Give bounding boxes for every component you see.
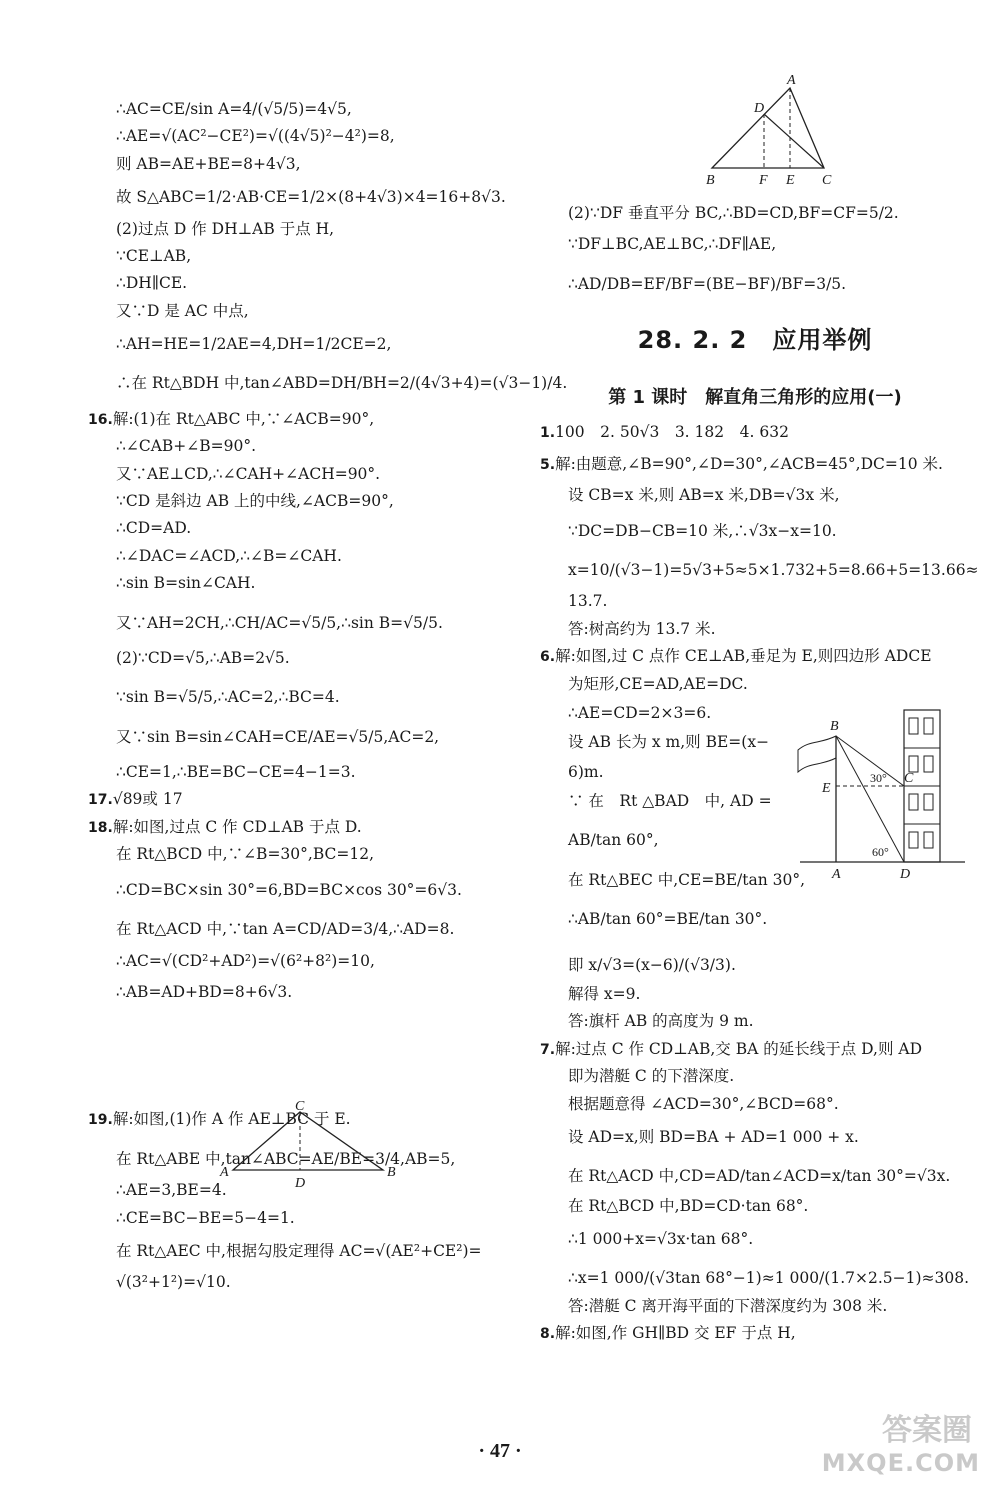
line-text: 即 x/√3=(x−6)/(√3/3). — [568, 955, 736, 974]
line-text: ∴AB/tan 60°=BE/tan 30°. — [568, 910, 768, 929]
text-line — [88, 374, 568, 393]
line-text: 在 Rt△ACD 中,∵tan A=CD/AD=3/4,∴AD=8. — [116, 920, 455, 939]
text-line — [540, 204, 970, 223]
fig-top-label-a: A — [787, 73, 796, 88]
line-text: 解:(1)在 Rt△ABC 中,∵∠ACB=90°, — [112, 409, 375, 428]
text-line — [88, 274, 508, 293]
text-line — [88, 335, 508, 354]
line-text: 在 Rt△BCD 中,BD=CD·tan 68°. — [568, 1196, 809, 1215]
text-line — [540, 792, 798, 811]
text-line — [88, 1273, 508, 1292]
line-text: 在 Rt△AEC 中,根据勾股定理得 AC=√(AE²+CE²)= — [116, 1241, 482, 1260]
text-line — [88, 728, 508, 747]
text-line — [540, 675, 970, 694]
text-line — [540, 486, 970, 505]
right-top-lines — [540, 204, 970, 294]
text-line — [540, 235, 970, 254]
problem-number: 1. — [540, 425, 556, 442]
text-line — [540, 1324, 970, 1344]
fig-top-label-c: C — [822, 173, 832, 188]
line-text: 解:过点 C 作 CD⊥AB,交 BA 的延长线于点 D,则 AD — [555, 1039, 923, 1058]
text-line — [540, 985, 970, 1004]
line-text: x=10/(√3−1)=5√3+5≈5×1.732+5=8.66+5=13.66≈ — [568, 560, 979, 579]
text-line — [88, 790, 508, 810]
line-text: ∵DC=DB−CB=10 米,∴√3x−x=10. — [568, 521, 837, 540]
fig18-label-a: A — [220, 1165, 229, 1180]
text-line — [88, 920, 508, 939]
text-line — [88, 547, 508, 566]
flag-cloth — [798, 736, 836, 772]
text-line — [88, 688, 508, 707]
line-text: ∴AE=√(AC²−CE²)=√((4√5)²−4²)=8, — [116, 127, 395, 146]
text-line — [540, 910, 970, 929]
window-4a — [909, 832, 918, 848]
text-line — [540, 763, 798, 782]
right-main-lines — [540, 423, 979, 1344]
fig18-label-d: D — [295, 1176, 306, 1190]
text-line — [540, 455, 970, 475]
flag-label-b: B — [830, 719, 839, 734]
line-text: ∴AC=CE/sin A=4/(√5/5)=4√5, — [116, 100, 352, 118]
text-line — [88, 763, 508, 782]
line-text: ∴x=1 000/(√3tan 68°−1)≈1 000/(1.7×2.5−1)≈308. — [568, 1269, 970, 1288]
line-text: 答:旗杆 AB 的高度为 9 m. — [568, 1012, 754, 1031]
line-text: 又∵D 是 AC 中点, — [116, 301, 249, 320]
line-text: ∴AE=3,BE=4. — [116, 1181, 227, 1200]
flag-angle-60: 60° — [872, 845, 889, 859]
window-4b — [924, 832, 933, 848]
line-text: ∴AE=CD=2×3=6. — [568, 703, 712, 722]
problem-number: 17. — [88, 792, 113, 809]
text-line — [540, 560, 979, 580]
line-text: 解:如图,(1)作 A 作 AE⊥BC 于 E. — [112, 1110, 351, 1129]
line-text: 根据题意得 ∠ACD=30°,∠BCD=68°. — [568, 1094, 839, 1113]
text-line — [88, 465, 508, 484]
fig-top-segment-dc — [764, 114, 824, 168]
problem-number: 18. — [88, 819, 113, 836]
text-line — [88, 155, 508, 174]
line-text: (2)过点 D 作 DH⊥AB 于点 H, — [116, 219, 335, 238]
flag-label-d: D — [900, 867, 911, 880]
window-3a — [909, 794, 918, 810]
text-line — [540, 1167, 970, 1186]
line-text: 为矩形,CE=AD,AE=DC. — [568, 674, 748, 693]
line-text: 设 CB=x 米,则 AB=x 米,DB=√3x 米, — [568, 486, 840, 505]
window-3b — [924, 794, 933, 810]
line-text: 在 Rt△ABE 中,tan∠ABC=AE/BE=3/4,AB=5, — [116, 1149, 456, 1168]
text-line — [540, 1040, 970, 1060]
text-line — [88, 100, 508, 119]
text-line — [88, 818, 508, 838]
problem-number: 19. — [88, 1112, 113, 1129]
line-text: (2)∵DF 垂直平分 BC,∴BD=CD,BF=CF=5/2. — [568, 204, 899, 222]
line-text: 在 Rt△BCD 中,∵∠B=30°,BC=12, — [116, 845, 375, 864]
line-text: √89或 17 — [112, 790, 183, 809]
figure-flagpole — [790, 700, 970, 880]
line-text: 13.7. — [568, 592, 608, 611]
line-text: 设 AD=x,则 BD=BA + AD=1 000 + x. — [568, 1127, 859, 1146]
text-line — [540, 423, 970, 443]
line-text: 解:如图,过点 C 作 CD⊥AB 于点 D. — [112, 817, 362, 836]
text-line — [88, 127, 508, 146]
text-line — [88, 302, 508, 321]
page-number: · 47 · — [478, 1440, 522, 1462]
lesson-title: 第 1 课时 解直角三角形的应用(一) — [608, 387, 902, 409]
flag-line-bd — [836, 736, 904, 862]
line-text: 解:由题意,∠B=90°,∠D=30°,∠ACB=45°,DC=10 米. — [555, 454, 943, 473]
text-line — [88, 437, 508, 456]
text-line — [88, 649, 508, 668]
text-line — [540, 1197, 970, 1216]
line-text: AB/tan 60°, — [568, 831, 659, 850]
line-text: ∴AH=HE=1/2AE=4,DH=1/2CE=2, — [116, 335, 392, 353]
text-line — [88, 492, 508, 511]
line-text: ∴sin B=sin∠CAH. — [116, 574, 256, 593]
text-line — [540, 647, 970, 667]
fig18-label-c: C — [295, 1100, 305, 1114]
line-text: ∴AD/DB=EF/BF=(BE−BF)/BF=3/5. — [568, 274, 847, 293]
text-line — [540, 1012, 970, 1031]
line-text: ∴∠CAB+∠B=90°. — [116, 437, 257, 456]
flag-label-a: A — [832, 867, 841, 880]
fig-top-triangle — [712, 88, 824, 168]
text-line — [540, 275, 970, 294]
line-text: 在 Rt△ACD 中,CD=AD/tan∠ACD=x/tan 30°=√3x. — [568, 1167, 951, 1186]
line-text: ∴AC=√(CD²+AD²)=√(6²+8²)=10, — [116, 951, 375, 970]
text-line — [540, 620, 970, 639]
problem-number: 5. — [540, 456, 556, 473]
text-line — [88, 845, 508, 864]
fig-top-label-d: D — [754, 101, 765, 116]
line-text: ∴在 Rt△BDH 中,tan∠ABD=DH/BH=2/(4√3+4)=(√3−1)/4. — [116, 374, 568, 393]
line-text: ∴AB=AD+BD=8+6√3. — [116, 982, 293, 1001]
text-line — [88, 1242, 508, 1261]
text-line — [88, 952, 508, 971]
line-text: √(3²+1²)=√10. — [116, 1273, 231, 1292]
text-line — [88, 881, 508, 900]
text-line — [88, 220, 508, 239]
window-2b — [924, 756, 933, 772]
problem-number: 16. — [88, 411, 113, 428]
fig-top-label-e: E — [786, 173, 795, 188]
text-line — [88, 519, 508, 538]
figure-spacer — [88, 1002, 508, 1102]
line-text: 又∵AH=2CH,∴CH/AC=√5/5,∴sin B=√5/5. — [116, 613, 443, 632]
figure-triangle-18 — [215, 1100, 415, 1190]
text-line — [540, 733, 798, 752]
text-line — [88, 410, 508, 430]
fig-top-label-b: B — [706, 173, 715, 188]
line-text: 又∵AE⊥CD,∴∠CAH+∠ACH=90°. — [116, 464, 381, 483]
watermark — [810, 1405, 980, 1485]
flag-angle-30: 30° — [870, 771, 887, 785]
line-text: ∴1 000+x=√3x·tan 68°. — [568, 1230, 754, 1248]
section-title: 28. 2. 2 应用举例 — [637, 326, 873, 355]
line-text: 故 S△ABC=1/2·AB·CE=1/2×(8+4√3)×4=16+8√3. — [116, 188, 506, 207]
fig18-label-b: B — [387, 1165, 396, 1180]
text-line — [540, 1128, 970, 1147]
line-text: ∴CE=1,∴BE=BC−CE=4−1=3. — [116, 763, 356, 781]
line-text: ∴CD=BC×sin 30°=6,BD=BC×cos 30°=6√3. — [116, 880, 462, 899]
line-text: ∵ 在 Rt △BAD 中, AD = — [568, 792, 772, 810]
line-text: 6)m. — [568, 762, 604, 781]
text-line — [88, 574, 508, 593]
text-line — [540, 1269, 970, 1288]
line-text: 解得 x=9. — [568, 984, 641, 1003]
line-text: 在 Rt△BEC 中,CE=BE/tan 30°, — [568, 870, 806, 889]
line-text: ∵CE⊥AB, — [116, 246, 192, 265]
window-2a — [909, 756, 918, 772]
problem-number: 7. — [540, 1041, 556, 1058]
line-text: ∴∠DAC=∠ACD,∴∠B=∠CAH. — [116, 546, 342, 565]
problem-number: 6. — [540, 649, 556, 665]
watermark-url: MXQE.COM — [821, 1449, 980, 1477]
line-text: ∴CE=BC−BE=5−4=1. — [116, 1208, 295, 1227]
text-line — [540, 956, 970, 975]
flag-label-c: C — [904, 771, 914, 786]
line-text: 解:如图,过 C 点作 CE⊥AB,垂足为 E,则四边形 ADCE — [555, 647, 932, 665]
text-line — [88, 1209, 508, 1228]
line-text: 100 2. 50√3 3. 182 4. 632 — [555, 423, 789, 442]
text-line — [540, 1297, 970, 1316]
window-1a — [909, 718, 918, 734]
line-text: (2)∵CD=√5,∴AB=2√5. — [116, 648, 290, 667]
line-text: 设 AB 长为 x m,则 BE=(x− — [568, 733, 770, 752]
line-text: 解:如图,作 GH∥BD 交 EF 于点 H, — [555, 1324, 796, 1343]
text-line — [540, 1067, 970, 1086]
figure-triangle-top — [700, 70, 860, 188]
line-text: ∵sin B=√5/5,∴AC=2,∴BC=4. — [116, 688, 340, 707]
text-line — [540, 592, 970, 611]
text-line — [88, 614, 508, 633]
window-1b — [924, 718, 933, 734]
text-line — [540, 1230, 970, 1249]
text-line — [540, 1095, 970, 1114]
line-text: 又∵sin B=sin∠CAH=CE/AE=√5/5,AC=2, — [116, 727, 440, 746]
line-text: 答:树高约为 13.7 米. — [568, 619, 716, 638]
problem-number: 8. — [540, 1326, 556, 1343]
text-line — [88, 188, 508, 207]
text-line — [540, 831, 798, 850]
text-line — [540, 522, 970, 541]
line-text: ∴DH∥CE. — [116, 274, 188, 293]
text-line — [88, 983, 508, 1002]
line-text: 则 AB=AE+BE=8+4√3, — [116, 154, 301, 173]
watermark-text: 答案圈 — [882, 1413, 972, 1448]
line-text: ∵CD 是斜边 AB 上的中线,∠ACB=90°, — [116, 492, 394, 510]
fig18-triangle — [233, 1112, 383, 1170]
text-line — [88, 247, 508, 266]
line-text: 答:潜艇 C 离开海平面的下潜深度约为 308 米. — [568, 1296, 888, 1315]
line-text: ∵DF⊥BC,AE⊥BC,∴DF∥AE, — [568, 235, 777, 254]
line-text: ∴CD=AD. — [116, 519, 192, 538]
line-text: 即为潜艇 C 的下潜深度. — [568, 1067, 735, 1086]
flag-label-e: E — [822, 781, 831, 796]
fig-top-label-f: F — [759, 173, 768, 188]
